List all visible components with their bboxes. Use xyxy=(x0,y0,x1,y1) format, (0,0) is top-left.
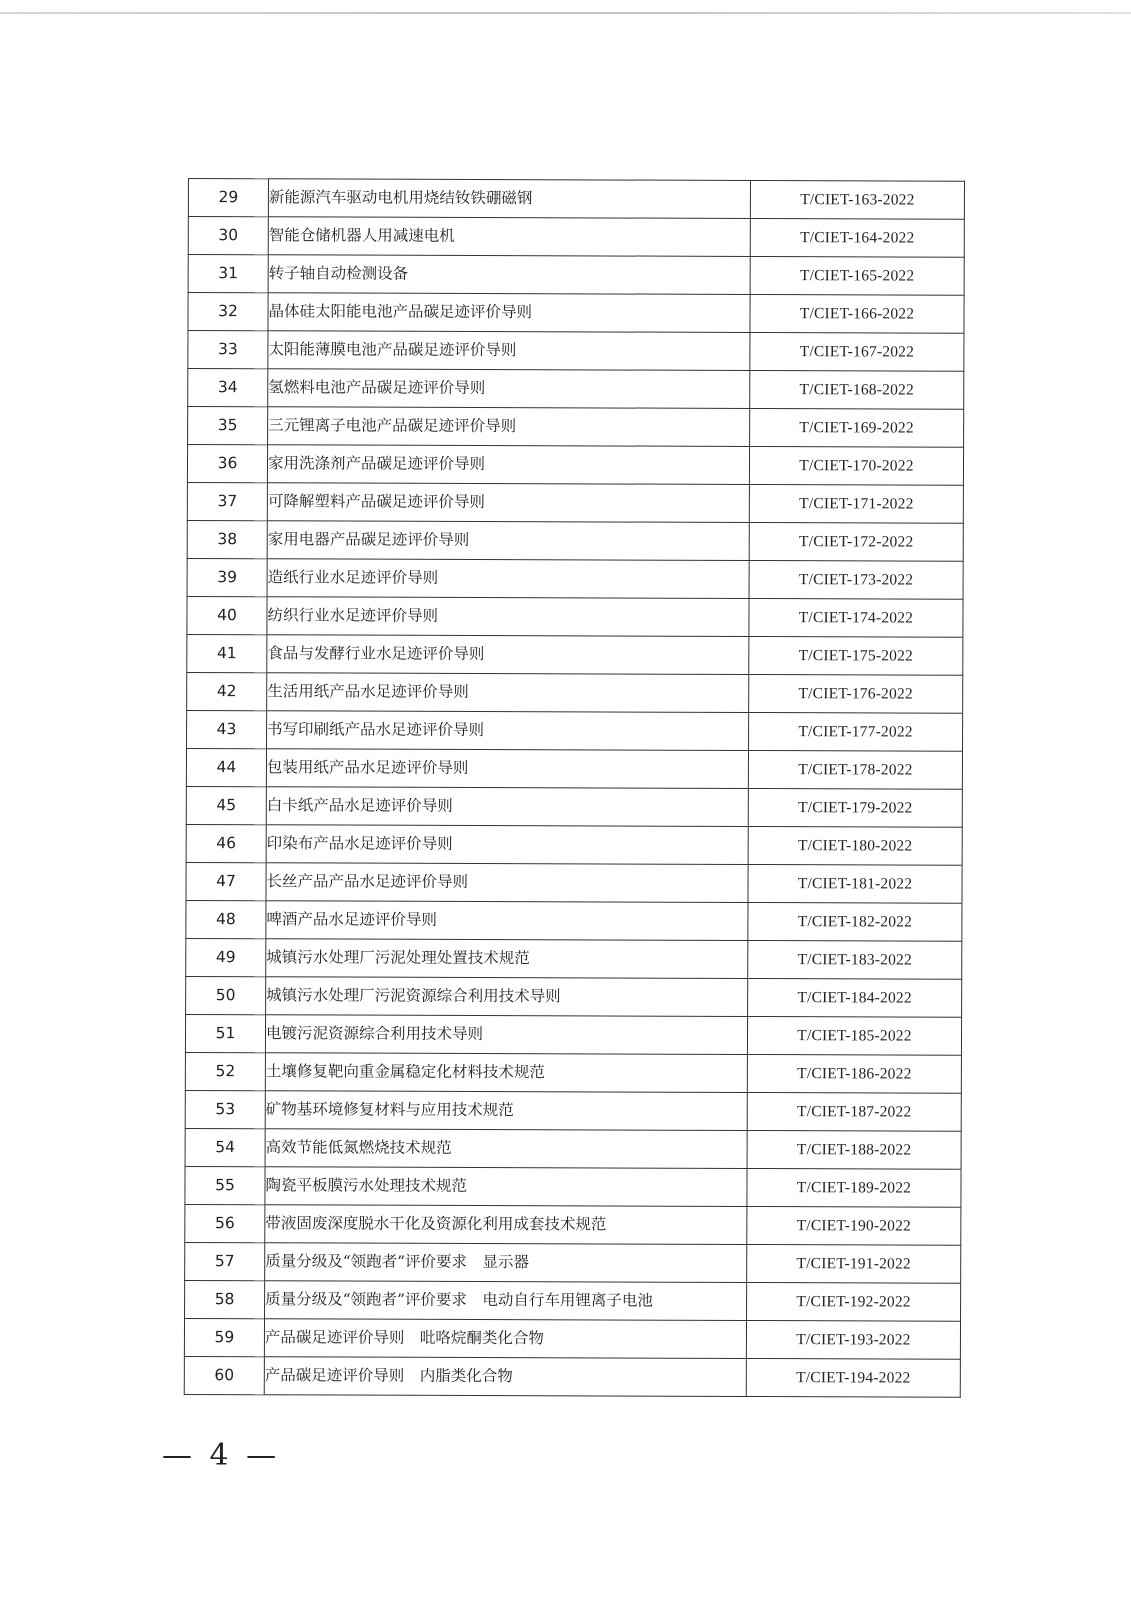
standard-code: T/CIET-164-2022 xyxy=(750,218,964,257)
row-number: 50 xyxy=(186,976,266,1014)
standard-name: 高效节能低氮燃烧技术规范 xyxy=(265,1129,747,1169)
row-number: 33 xyxy=(188,331,268,369)
standard-name: 书写印刷纸产品水足迹评价导则 xyxy=(267,711,749,751)
standard-name: 产品碳足迹评价导则 内脂类化合物 xyxy=(264,1357,746,1397)
table-row xyxy=(187,558,963,599)
standard-name: 家用电器产品碳足迹评价导则 xyxy=(267,521,749,561)
standard-name: 转子轴自动检测设备 xyxy=(268,255,750,295)
standard-name: 新能源汽车驱动电机用烧结钕铁硼磁钢 xyxy=(268,179,750,219)
row-number: 29 xyxy=(188,179,268,217)
table-row xyxy=(188,293,964,334)
row-number: 51 xyxy=(185,1014,265,1052)
scan-edge-line xyxy=(0,12,1131,14)
row-number: 42 xyxy=(187,672,267,710)
standard-name: 智能仓储机器人用减速电机 xyxy=(268,217,750,257)
standard-code: T/CIET-181-2022 xyxy=(748,864,962,903)
row-number: 54 xyxy=(185,1128,265,1166)
row-number: 30 xyxy=(188,217,268,255)
table-row xyxy=(184,1356,960,1397)
table-row xyxy=(187,482,963,523)
standard-code: T/CIET-179-2022 xyxy=(748,788,962,827)
table-row xyxy=(185,1128,961,1169)
row-number: 39 xyxy=(187,558,267,596)
standard-name: 氢燃料电池产品碳足迹评价导则 xyxy=(268,369,750,409)
row-number: 31 xyxy=(188,255,268,293)
standard-name: 印染布产品水足迹评价导则 xyxy=(266,825,748,865)
standard-code: T/CIET-171-2022 xyxy=(749,484,963,523)
standards-table-body xyxy=(184,179,964,1398)
standard-code: T/CIET-191-2022 xyxy=(747,1244,961,1283)
row-number: 59 xyxy=(184,1318,264,1356)
standard-code: T/CIET-187-2022 xyxy=(747,1092,961,1131)
table-row xyxy=(188,331,964,372)
row-number: 38 xyxy=(187,520,267,558)
table-row xyxy=(187,520,963,561)
standard-code: T/CIET-169-2022 xyxy=(750,408,964,447)
table-row xyxy=(187,672,963,713)
standard-code: T/CIET-189-2022 xyxy=(747,1168,961,1207)
row-number: 32 xyxy=(188,293,268,331)
standard-name: 土壤修复靶向重金属稳定化材料技术规范 xyxy=(265,1053,747,1093)
row-number: 58 xyxy=(185,1280,265,1318)
row-number: 60 xyxy=(184,1356,264,1394)
standard-name: 包装用纸产品水足迹评价导则 xyxy=(266,749,748,789)
standard-name: 食品与发酵行业水足迹评价导则 xyxy=(267,635,749,675)
standard-code: T/CIET-177-2022 xyxy=(749,712,963,751)
standard-name: 电镀污泥资源综合利用技术导则 xyxy=(265,1015,747,1055)
standard-name: 太阳能薄膜电池产品碳足迹评价导则 xyxy=(268,331,750,371)
standard-name: 质量分级及“领跑者”评价要求 显示器 xyxy=(265,1243,747,1283)
row-number: 48 xyxy=(186,900,266,938)
standard-code: T/CIET-176-2022 xyxy=(749,674,963,713)
standard-name: 矿物基环境修复材料与应用技术规范 xyxy=(265,1091,747,1131)
table-row xyxy=(184,1318,960,1359)
table-row xyxy=(187,596,963,637)
standard-code: T/CIET-193-2022 xyxy=(746,1320,960,1359)
standard-code: T/CIET-170-2022 xyxy=(749,446,963,485)
row-number: 55 xyxy=(185,1166,265,1204)
standard-code: T/CIET-168-2022 xyxy=(750,370,964,409)
standard-name: 三元锂离子电池产品碳足迹评价导则 xyxy=(268,407,750,447)
standard-name: 带液固废深度脱水干化及资源化利用成套技术规范 xyxy=(265,1205,747,1245)
page-number: — 4 — xyxy=(162,1438,281,1473)
table-row xyxy=(186,748,962,789)
standard-code: T/CIET-180-2022 xyxy=(748,826,962,865)
standard-code: T/CIET-178-2022 xyxy=(748,750,962,789)
standard-code: T/CIET-182-2022 xyxy=(748,902,962,941)
row-number: 40 xyxy=(187,596,267,634)
standard-code: T/CIET-183-2022 xyxy=(748,940,962,979)
standard-name: 纺织行业水足迹评价导则 xyxy=(267,597,749,637)
row-number: 43 xyxy=(187,710,267,748)
table-row xyxy=(185,1014,961,1055)
standard-code: T/CIET-172-2022 xyxy=(749,522,963,561)
table-row xyxy=(186,786,962,827)
standard-code: T/CIET-174-2022 xyxy=(749,598,963,637)
row-number: 36 xyxy=(187,445,267,483)
row-number: 41 xyxy=(187,634,267,672)
standard-name: 产品碳足迹评价导则 吡咯烷酮类化合物 xyxy=(264,1319,746,1359)
row-number: 44 xyxy=(186,748,266,786)
standard-name: 质量分级及“领跑者”评价要求 电动自行车用锂离子电池 xyxy=(265,1281,747,1321)
standard-code: T/CIET-186-2022 xyxy=(747,1054,961,1093)
standard-code: T/CIET-184-2022 xyxy=(748,978,962,1017)
table-row xyxy=(186,900,962,941)
standard-name: 啤酒产品水足迹评价导则 xyxy=(266,901,748,941)
table-row xyxy=(185,1204,961,1245)
standard-code: T/CIET-167-2022 xyxy=(750,332,964,371)
row-number: 49 xyxy=(186,938,266,976)
standard-code: T/CIET-190-2022 xyxy=(747,1206,961,1245)
standard-code: T/CIET-163-2022 xyxy=(750,180,964,219)
row-number: 46 xyxy=(186,824,266,862)
standard-code: T/CIET-192-2022 xyxy=(747,1282,961,1321)
table-row xyxy=(186,862,962,903)
standard-code: T/CIET-173-2022 xyxy=(749,560,963,599)
standard-code: T/CIET-175-2022 xyxy=(749,636,963,675)
standard-name: 长丝产品产品水足迹评价导则 xyxy=(266,863,748,903)
table-row xyxy=(187,710,963,751)
table-row xyxy=(188,369,964,410)
row-number: 52 xyxy=(185,1052,265,1090)
table-row xyxy=(185,1052,961,1093)
table-row xyxy=(188,179,964,220)
table-row xyxy=(186,976,962,1017)
standard-name: 造纸行业水足迹评价导则 xyxy=(267,559,749,599)
row-number: 53 xyxy=(185,1090,265,1128)
standard-code: T/CIET-165-2022 xyxy=(750,256,964,295)
standards-table xyxy=(184,178,965,1398)
standard-name: 城镇污水处理厂污泥处理处置技术规范 xyxy=(266,939,748,979)
standard-name: 白卡纸产品水足迹评价导则 xyxy=(266,787,748,827)
standard-name: 城镇污水处理厂污泥资源综合利用技术导则 xyxy=(266,977,748,1017)
row-number: 35 xyxy=(188,407,268,445)
row-number: 57 xyxy=(185,1242,265,1280)
row-number: 45 xyxy=(186,786,266,824)
standard-name: 晶体硅太阳能电池产品碳足迹评价导则 xyxy=(268,293,750,333)
table-row xyxy=(187,634,963,675)
table-row xyxy=(185,1090,961,1131)
row-number: 34 xyxy=(188,369,268,407)
table-row xyxy=(185,1242,961,1283)
table-row xyxy=(188,407,964,448)
standard-name: 家用洗涤剂产品碳足迹评价导则 xyxy=(267,445,749,485)
standard-code: T/CIET-194-2022 xyxy=(746,1358,960,1397)
standard-name: 陶瓷平板膜污水处理技术规范 xyxy=(265,1167,747,1207)
table-row xyxy=(186,938,962,979)
table-row xyxy=(187,445,963,486)
table-row xyxy=(186,824,962,865)
standard-code: T/CIET-185-2022 xyxy=(747,1016,961,1055)
standard-code: T/CIET-188-2022 xyxy=(747,1130,961,1169)
table-row xyxy=(188,217,964,258)
table-row xyxy=(185,1280,961,1321)
table-row xyxy=(188,255,964,296)
table-row xyxy=(185,1166,961,1207)
standard-name: 可降解塑料产品碳足迹评价导则 xyxy=(267,483,749,523)
standard-name: 生活用纸产品水足迹评价导则 xyxy=(267,673,749,713)
standard-code: T/CIET-166-2022 xyxy=(750,294,964,333)
row-number: 47 xyxy=(186,862,266,900)
row-number: 37 xyxy=(187,482,267,520)
row-number: 56 xyxy=(185,1204,265,1242)
